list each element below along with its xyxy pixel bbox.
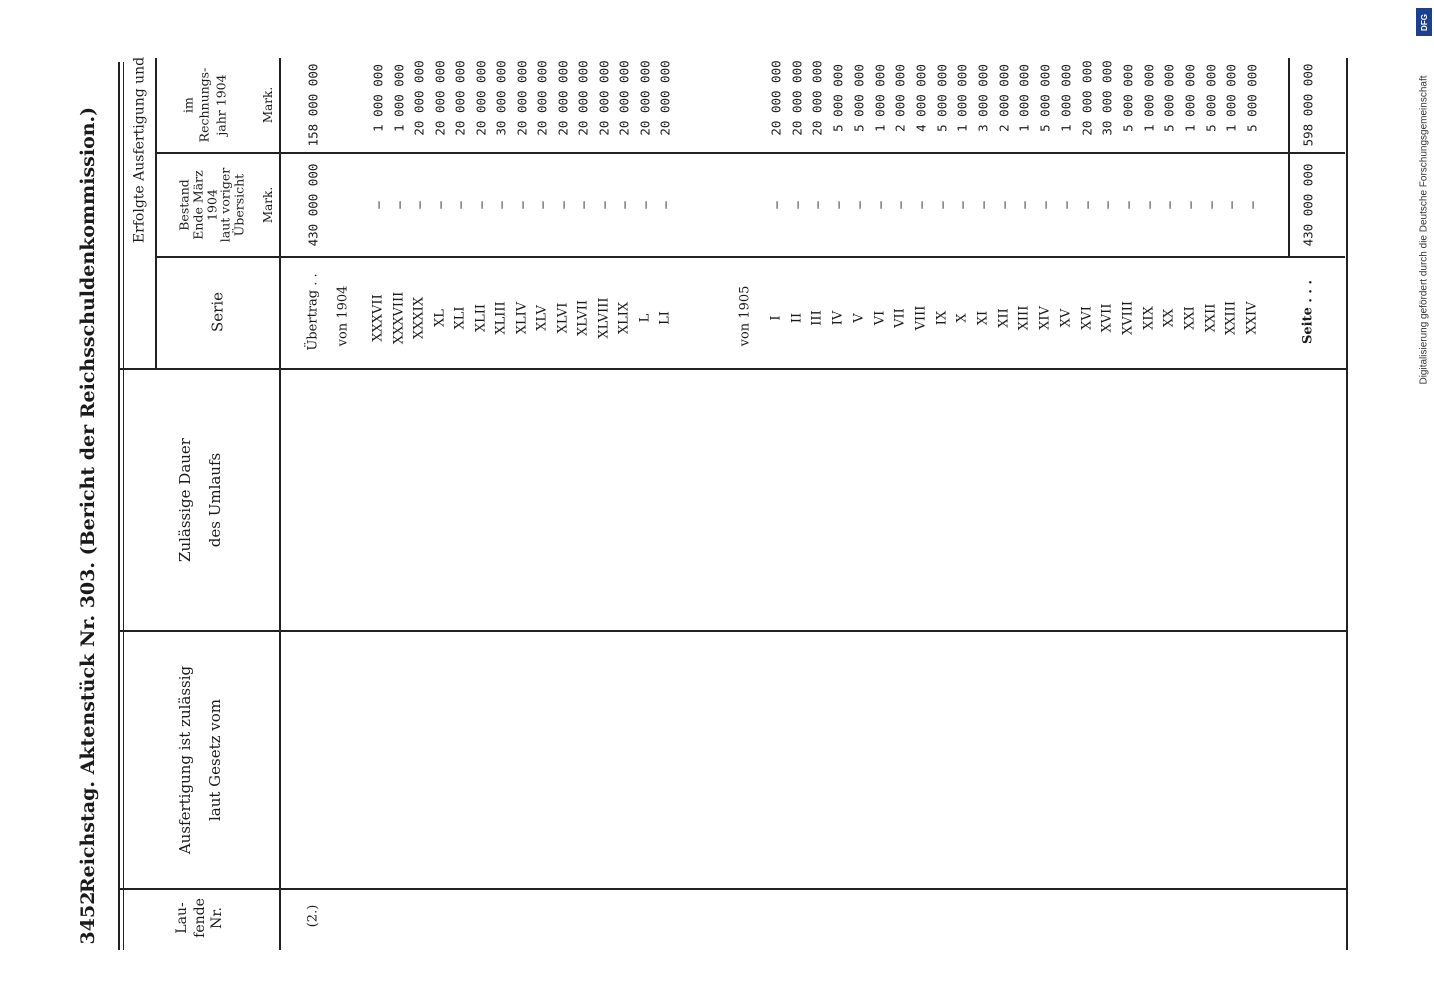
bestand-cell: — bbox=[1099, 201, 1115, 209]
header-bestand: Bestand Ende März 1904 laut voriger Übersicht bbox=[176, 167, 247, 243]
header-bottom-rule bbox=[279, 58, 281, 950]
bestand-cell: — bbox=[370, 201, 386, 209]
serie-cell: XLVII bbox=[575, 299, 591, 337]
serie-cell: XXXVIII bbox=[391, 291, 406, 345]
serie-cell: VI bbox=[872, 310, 887, 326]
bestand-cell: — bbox=[996, 201, 1012, 209]
serie-cell: XL bbox=[432, 309, 447, 327]
serie-cell: XXI bbox=[1182, 306, 1198, 330]
betrag-cell: 5 000 000 bbox=[830, 64, 846, 132]
serie-cell: VII bbox=[892, 308, 908, 328]
betrag-cell: 1 000 000 bbox=[1182, 64, 1198, 132]
betrag-cell: 2 000 000 bbox=[996, 64, 1012, 132]
serie-cell: XIII bbox=[1016, 305, 1032, 331]
serie-cell: L bbox=[637, 313, 652, 323]
bestand-cell: — bbox=[1037, 201, 1053, 209]
bestand-cell: — bbox=[596, 201, 611, 209]
bestand-cell: — bbox=[1182, 201, 1198, 209]
bestand-cell: — bbox=[1016, 201, 1032, 209]
total-rule bbox=[1288, 58, 1290, 258]
serie-cell: XVII bbox=[1099, 303, 1115, 333]
betrag-cell: 20 000 000 bbox=[575, 60, 591, 136]
unit-mark-bestand: Mark. bbox=[261, 186, 275, 224]
betrag-cell: 20 000 000 bbox=[473, 60, 488, 136]
table-bottom-rule bbox=[1346, 58, 1348, 950]
bestand-cell: — bbox=[851, 201, 867, 209]
col-sep-serie bbox=[155, 256, 1345, 258]
betrag-cell: 2 000 000 bbox=[892, 64, 908, 132]
table-top-rule bbox=[118, 62, 120, 950]
serie-cell: LI bbox=[657, 311, 673, 325]
betrag-cell: 20 000 000 bbox=[432, 60, 447, 136]
betrag-cell: 30 000 000 bbox=[493, 60, 509, 136]
dfg-logo bbox=[1416, 8, 1432, 36]
bestand-cell: — bbox=[1141, 201, 1157, 209]
betrag-cell: 20 000 000 bbox=[637, 60, 652, 136]
betrag-cell: 20 000 000 bbox=[514, 60, 529, 136]
serie-cell: I bbox=[768, 315, 784, 321]
header-group: Erfolgte Ausfertigung und bbox=[131, 56, 148, 244]
serie-cell: X bbox=[954, 313, 970, 323]
table-top-rule-2 bbox=[123, 62, 124, 950]
serie-cell: II bbox=[789, 312, 805, 324]
header-rechnungsjahr: im Rechnungs- jahr 1904 bbox=[180, 67, 229, 143]
bestand-cell: — bbox=[830, 201, 846, 209]
header-dauer: Zulässige Dauer des Umlaufs bbox=[176, 438, 224, 562]
serie-cell: XXIII bbox=[1223, 301, 1239, 335]
serie-cell: XV bbox=[1058, 308, 1074, 328]
bestand-cell: — bbox=[1203, 201, 1219, 209]
betrag-cell: 20 000 000 bbox=[616, 60, 632, 136]
col-sep-ausfertigung bbox=[118, 630, 1348, 632]
bestand-cell: — bbox=[913, 201, 929, 209]
betrag-cell: 20 000 000 bbox=[452, 60, 468, 136]
bestand-cell: — bbox=[575, 201, 591, 209]
betrag-cell: 30 000 000 bbox=[1099, 60, 1115, 136]
bestand-cell: — bbox=[657, 201, 673, 209]
serie-cell: XII bbox=[996, 308, 1012, 328]
bestand-cell: — bbox=[1161, 201, 1177, 209]
serie-cell: XLIX bbox=[616, 301, 632, 335]
bestand-cell: — bbox=[1079, 201, 1094, 209]
bestand-cell: — bbox=[768, 201, 784, 209]
betrag-cell: 20 000 000 bbox=[657, 60, 673, 136]
bestand-cell: — bbox=[1244, 201, 1260, 209]
betrag-cell: 5 000 000 bbox=[934, 64, 950, 132]
bestand-cell: — bbox=[1223, 201, 1239, 209]
unit-mark-rechnungsjahr: Mark. bbox=[261, 86, 275, 124]
group-label-1905: von 1905 bbox=[737, 285, 753, 347]
bestand-cell: — bbox=[892, 201, 908, 209]
serie-cell: XLVI bbox=[555, 302, 570, 334]
betrag-cell: 20 000 000 bbox=[789, 60, 805, 136]
betrag-cell: 5 000 000 bbox=[1037, 64, 1053, 132]
serie-cell: XLIII bbox=[493, 301, 509, 335]
betrag-cell: 1 000 000 bbox=[1058, 64, 1074, 132]
col-sep-bestand bbox=[155, 152, 1345, 154]
betrag-cell: 20 000 000 bbox=[809, 60, 825, 136]
row-label: (2.) bbox=[305, 904, 321, 928]
serie-cell: XVI bbox=[1079, 306, 1094, 330]
betrag-cell: 20 000 000 bbox=[534, 60, 550, 136]
bestand-cell: — bbox=[391, 201, 406, 209]
serie-cell: XXXVII bbox=[370, 294, 386, 342]
serie-cell: V bbox=[851, 313, 867, 323]
serie-cell: VIII bbox=[913, 305, 929, 331]
total-rechnungsjahr: 598 000 000 bbox=[1300, 63, 1316, 147]
betrag-cell: 1 000 000 bbox=[954, 64, 970, 132]
uebertrag-bestand: 430 000 000 bbox=[305, 163, 321, 247]
serie-cell: XLV bbox=[534, 305, 550, 331]
bestand-cell: — bbox=[534, 201, 550, 209]
betrag-cell: 5 000 000 bbox=[851, 64, 867, 132]
serie-cell: XI bbox=[975, 310, 991, 326]
header-ausfertigung: Ausfertigung ist zulässig laut Gesetz vom bbox=[176, 665, 224, 855]
serie-cell: XIX bbox=[1141, 306, 1157, 330]
total-label: Seite . . . bbox=[1300, 279, 1316, 345]
bestand-cell: — bbox=[954, 201, 970, 209]
serie-cell: XXXIX bbox=[411, 296, 427, 340]
serie-cell: XVIII bbox=[1120, 300, 1136, 336]
total-bestand: 430 000 000 bbox=[1300, 163, 1316, 247]
betrag-cell: 1 000 000 bbox=[370, 64, 386, 132]
betrag-cell: 1 000 000 bbox=[1141, 64, 1157, 132]
serie-cell: IX bbox=[934, 310, 950, 326]
bestand-cell: — bbox=[555, 201, 570, 209]
bestand-cell: — bbox=[493, 201, 509, 209]
betrag-cell: 1 000 000 bbox=[1016, 64, 1032, 132]
bestand-cell: — bbox=[975, 201, 991, 209]
col-sep-lfd bbox=[118, 888, 1348, 890]
betrag-cell: 3 000 000 bbox=[975, 64, 991, 132]
dfg-logo-text: DFG bbox=[1419, 13, 1429, 31]
bestand-cell: — bbox=[452, 201, 468, 209]
digitization-credit: Digitalisierung gefördert durch die Deutsche Forschungsgemeinschaft bbox=[1418, 75, 1430, 385]
page-number: 3452 bbox=[77, 891, 99, 945]
page-header: Reichstag. Aktenstück Nr. 303. (Bericht der Reichsschuldenkommission.) bbox=[77, 106, 99, 894]
serie-cell: IV bbox=[830, 310, 846, 326]
betrag-cell: 5 000 000 bbox=[1244, 64, 1260, 132]
bestand-cell: — bbox=[934, 201, 950, 209]
bestand-cell: — bbox=[789, 201, 805, 209]
bestand-cell: — bbox=[872, 201, 887, 209]
bestand-cell: — bbox=[432, 201, 447, 209]
betrag-cell: 4 000 000 bbox=[913, 64, 929, 132]
betrag-cell: 20 000 000 bbox=[768, 60, 784, 136]
betrag-cell: 5 000 000 bbox=[1161, 64, 1177, 132]
col-sep-dauer bbox=[118, 368, 1348, 370]
serie-cell: XXIV bbox=[1244, 301, 1260, 335]
serie-cell: XXII bbox=[1203, 303, 1219, 333]
serie-cell: XLI bbox=[452, 306, 468, 330]
betrag-cell: 1 000 000 bbox=[391, 64, 406, 132]
betrag-cell: 20 000 000 bbox=[596, 60, 611, 136]
betrag-cell: 20 000 000 bbox=[555, 60, 570, 136]
bestand-cell: — bbox=[809, 201, 825, 209]
group-label-1904: von 1904 bbox=[335, 285, 351, 347]
betrag-cell: 1 000 000 bbox=[872, 64, 887, 132]
betrag-cell: 1 000 000 bbox=[1223, 64, 1239, 132]
serie-cell: XLII bbox=[473, 303, 488, 333]
betrag-cell: 5 000 000 bbox=[1203, 64, 1219, 132]
uebertrag-label: Übertrag . . bbox=[305, 273, 321, 351]
bestand-cell: — bbox=[473, 201, 488, 209]
serie-cell: III bbox=[809, 310, 825, 326]
serie-cell: XLVIII bbox=[596, 297, 611, 339]
header-lfd-nr: Lau- fende Nr. bbox=[173, 898, 225, 938]
betrag-cell: 20 000 000 bbox=[411, 60, 427, 136]
header-serie: Serie bbox=[208, 292, 227, 332]
uebertrag-rechnungsjahr: 158 000 000 bbox=[305, 63, 321, 147]
bestand-cell: — bbox=[637, 201, 652, 209]
bestand-cell: — bbox=[1120, 201, 1136, 209]
bestand-cell: — bbox=[514, 201, 529, 209]
bestand-cell: — bbox=[616, 201, 632, 209]
bestand-cell: — bbox=[411, 201, 427, 209]
betrag-cell: 20 000 000 bbox=[1079, 60, 1094, 136]
serie-cell: XX bbox=[1161, 308, 1177, 328]
serie-cell: XLIV bbox=[514, 301, 529, 335]
betrag-cell: 5 000 000 bbox=[1120, 64, 1136, 132]
serie-cell: XIV bbox=[1037, 306, 1053, 330]
group-header-rule bbox=[155, 58, 157, 370]
bestand-cell: — bbox=[1058, 201, 1074, 209]
